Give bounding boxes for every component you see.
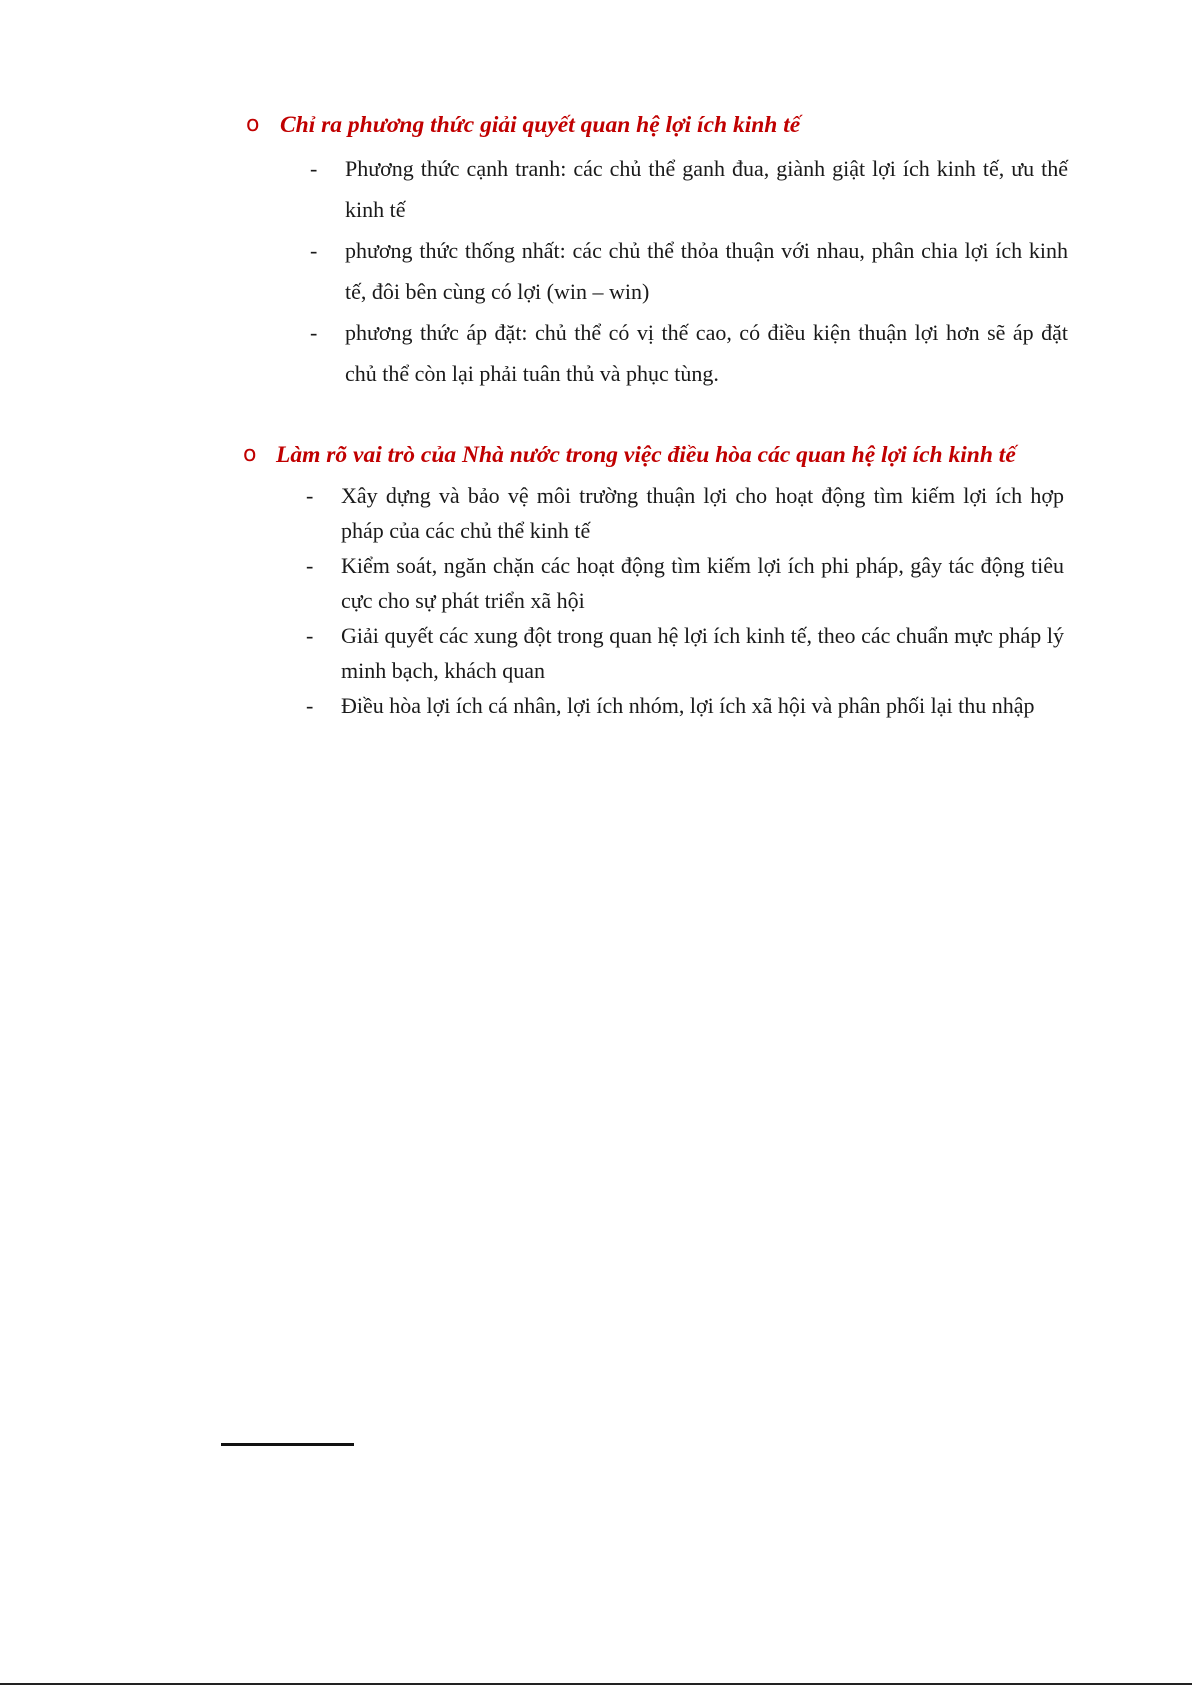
list-item-text: Phương thức cạnh tranh: các chủ thể ganh đua, giành giật lợi ích kinh tế, ưu thế kinh tế <box>345 156 1068 222</box>
list-item <box>306 688 1064 723</box>
hollow-circle-bullet-icon: o <box>243 442 257 467</box>
list-item-text: Giải quyết các xung đột trong quan hệ lợi ích kinh tế, theo các chuẩn mực pháp lý minh bạch, khách quan <box>341 623 1064 683</box>
section-heading-row <box>0 108 1192 148</box>
list-item-text: phương thức thống nhất: các chủ thể thỏa thuận với nhau, phân chia lợi ích kinh tế, đôi bên cùng có lợi (win – win) <box>345 238 1068 304</box>
dash-bullet: - <box>306 483 314 508</box>
list-item-text: Xây dựng và bảo vệ môi trường thuận lợi cho hoạt động tìm kiếm lợi ích hợp pháp của các chủ thể kinh tế <box>341 483 1064 543</box>
dash-bullet: - <box>306 553 314 578</box>
list-item-text: Kiểm soát, ngăn chặn các hoạt động tìm kiếm lợi ích phi pháp, gây tác động tiêu cực cho sự phát triển xã hội <box>341 553 1064 613</box>
section-heading: Chỉ ra phương thức giải quyết quan hệ lợi ích kinh tế <box>280 112 801 138</box>
dash-bullet: - <box>306 693 314 718</box>
list-item <box>306 618 1064 688</box>
list-item <box>310 230 1068 312</box>
list-item <box>306 548 1064 618</box>
list-item-text: Điều hòa lợi ích cá nhân, lợi ích nhóm, lợi ích xã hội và phân phối lại thu nhập <box>341 693 1035 718</box>
list-item <box>306 478 1064 548</box>
dash-bullet: - <box>310 238 318 263</box>
dash-bullet: - <box>310 156 318 181</box>
dash-bullet: - <box>306 623 314 648</box>
list-item-text: phương thức áp đặt: chủ thể có vị thế cao, có điều kiện thuận lợi hơn sẽ áp đặt chủ thể còn lại phải tuân thủ và phục tùng. <box>345 320 1068 386</box>
footnote-separator <box>221 1443 354 1446</box>
section-heading-row <box>0 438 1192 478</box>
section-resolution-methods <box>0 108 1192 394</box>
dash-bullet: - <box>310 320 318 345</box>
hollow-circle-bullet-icon: o <box>246 112 260 137</box>
section-state-role <box>0 438 1192 723</box>
section-heading: Làm rõ vai trò của Nhà nước trong việc điều hòa các quan hệ lợi ích kinh tế <box>276 442 1016 468</box>
list-item <box>310 148 1068 230</box>
list-item <box>310 312 1068 394</box>
